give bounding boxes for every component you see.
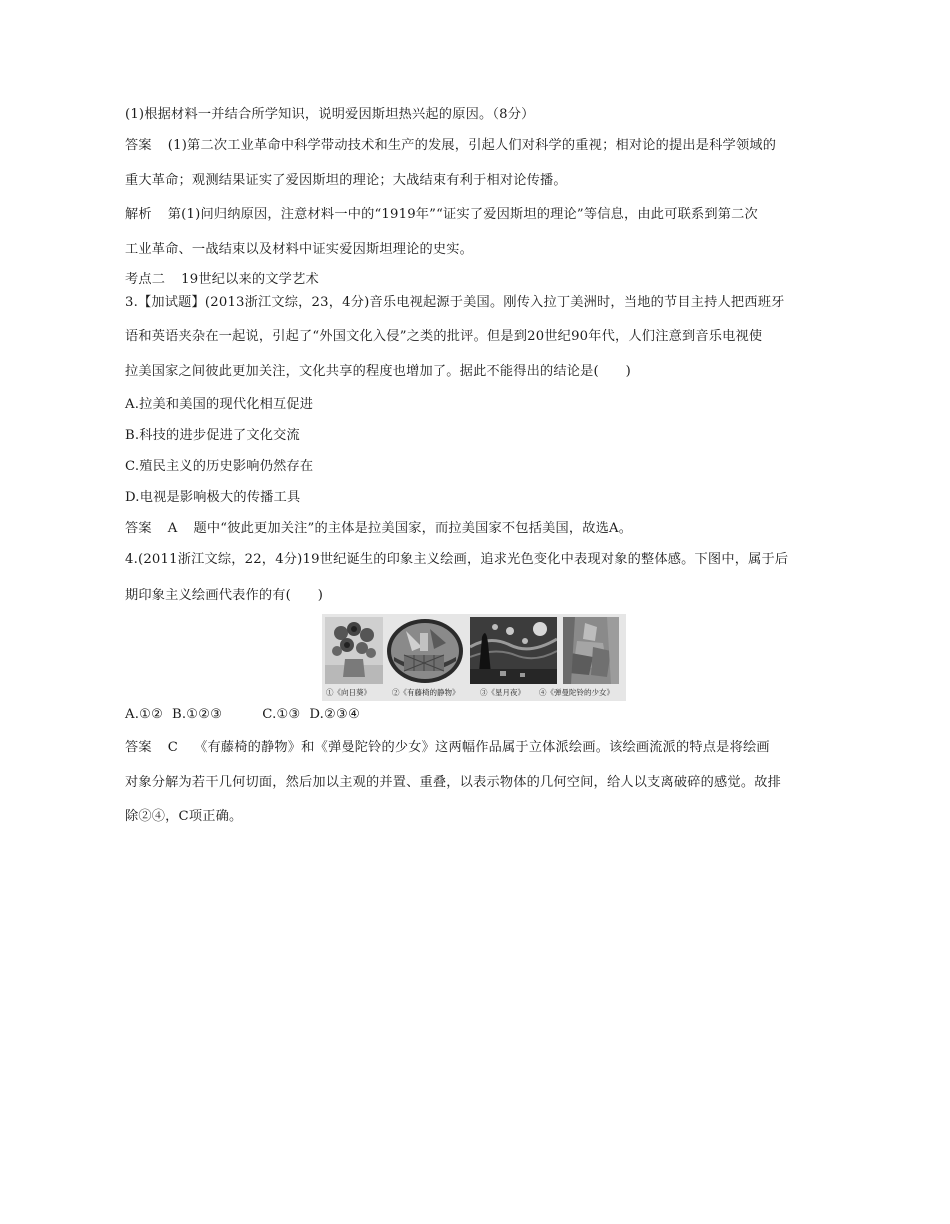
option-d: D.电视是影响极大的传播工具 [125, 490, 301, 505]
answer-label: 答案 [125, 521, 152, 536]
question-4-answer [125, 739, 770, 757]
section-heading [125, 271, 319, 289]
answer-letter: C [167, 740, 179, 755]
girl-with-mandolin-painting [563, 617, 619, 684]
options-ab: A.①② B.①②③ [125, 707, 223, 722]
section-heading-title: 19世纪以来的文学艺术 [181, 272, 319, 287]
option-a: A.拉美和美国的现代化相互促进 [125, 397, 314, 412]
analysis-line [125, 206, 758, 224]
paintings-figure [322, 614, 626, 701]
section-heading-label: 考点二 [125, 272, 166, 287]
starry-night-painting [470, 617, 557, 684]
question-4-answer-line-2: 对象分解为若干几何切面，然后加以主观的并置、重叠，以表示物体的几何空间，给人以支离破碎的感觉。故排 [125, 775, 781, 790]
still-life-chair-caning-painting [386, 617, 464, 684]
caption-4: ④《弹曼陀铃的少女》 [539, 688, 614, 697]
question-4-line-2: 期印象主义绘画代表作的有( ) [125, 588, 324, 603]
analysis-label: 解析 [125, 207, 152, 222]
option-c: C.殖民主义的历史影响仍然存在 [125, 459, 314, 474]
answer-explanation: 《有藤椅的静物》和《弹曼陀铃的少女》这两幅作品属于立体派绘画。该绘画流派的特点是将绘画 [194, 740, 770, 755]
question-3-line-2: 语和英语夹杂在一起说，引起了“外国文化入侵”之类的批评。但是到20世纪90年代，人们注意到音乐电视使 [125, 329, 763, 344]
question-1-text: (1)根据材料一并结合所学知识，说明爱因斯坦热兴起的原因。（8分） [125, 107, 535, 122]
answer-text: (1)第二次工业革命中科学带动技术和生产的发展，引起人们对科学的重视；相对论的提出是科学领域的 [167, 138, 777, 153]
question-4-answer-line-3: 除②④，C项正确。 [125, 809, 243, 824]
caption-3: ③《星月夜》 [480, 688, 525, 697]
analysis-continuation: 工业革命、一战结束以及材料中证实爱因斯坦理论的史实。 [125, 242, 474, 257]
question-4-line-1: 4.(2011浙江文综，22，4分)19世纪诞生的印象主义绘画，追求光色变化中表现对象的整体感。下图中，属于后 [125, 552, 789, 567]
answer-explanation: 题中“彼此更加关注”的主体是拉美国家，而拉美国家不包括美国，故选A。 [193, 521, 633, 536]
question-3-line-3: 拉美国家之间彼此更加关注，文化共享的程度也增加了。据此不能得出的结论是( ) [125, 364, 632, 379]
option-b: B.科技的进步促进了文化交流 [125, 428, 300, 443]
question-3-line-1: 3.【加试题】(2013浙江文综，23，4分)音乐电视起源于美国。刚传入拉丁美洲时，当地的节目主持人把西班牙 [125, 295, 785, 310]
caption-1: ①《向日葵》 [326, 688, 371, 697]
answer-label: 答案 [125, 740, 152, 755]
sunflowers-painting [325, 617, 383, 684]
answer-continuation: 重大革命；观测结果证实了爱因斯坦的理论；大战结束有利于相对论传播。 [125, 173, 567, 188]
figure-captions [322, 687, 626, 699]
question-4-options [125, 706, 360, 724]
answer-label: 答案 [125, 138, 152, 153]
answer-letter: A [167, 521, 178, 536]
caption-2: ②《有藤椅的静物》 [392, 688, 460, 697]
options-cd: C.①③ D.②③④ [262, 707, 361, 722]
question-3-answer [125, 520, 632, 538]
analysis-text: 第(1)问归纳原因，注意材料一中的“1919年”“证实了爱因斯坦的理论”等信息，由此可联系到第二次 [167, 207, 758, 222]
answer-line [125, 137, 776, 155]
